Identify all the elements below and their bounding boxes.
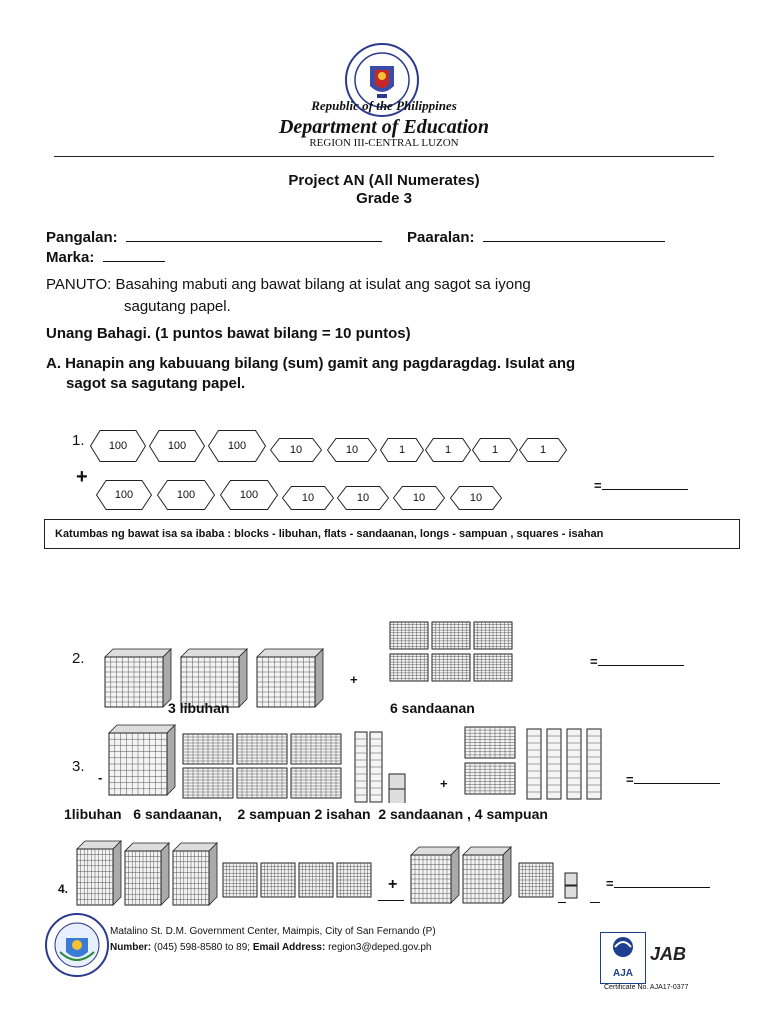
region-seal: [44, 912, 110, 978]
footer-phone: (045) 598-8580 to 89;: [153, 942, 251, 953]
hundred-flat: [223, 863, 257, 897]
item3-flats: [182, 733, 344, 804]
part-a-line2: sagot sa sagutang papel.: [66, 375, 246, 392]
certificate-number: Certificate No. AJA17-0377: [604, 984, 689, 991]
project-title: Project AN (All Numerates): [288, 172, 480, 189]
item1-row2-token-label: 100: [239, 489, 259, 501]
footer-address: Matalino St. D.M. Government Center, Maimpis, City of San Fernando (P): [110, 926, 436, 937]
item1-row1-token-label: 100: [167, 440, 187, 452]
part-heading: Unang Bahagi. (1 puntos bawat bilang = 10 puntos): [46, 325, 411, 342]
one-square: [389, 789, 405, 803]
ten-long: [370, 732, 382, 802]
hundred-flat: [390, 622, 428, 649]
hundred-flat: [337, 863, 371, 897]
thousand-block-face: [257, 657, 315, 707]
item1-row1-token: [519, 438, 567, 462]
item1-number: 1.: [72, 432, 85, 449]
instructions-line2: sagutang papel.: [124, 298, 231, 315]
item1-answer: [594, 478, 688, 493]
item1-answer-blank[interactable]: [602, 489, 688, 490]
item1-row2-token: [450, 486, 502, 510]
item4-number: 4.: [58, 882, 69, 896]
item1-row1-token: [380, 438, 424, 462]
name-label: Pangalan:: [46, 229, 118, 246]
hundred-flat: [432, 654, 470, 681]
hundred-flat: [237, 734, 287, 764]
region-text: REGION III-CENTRAL LUZON: [309, 137, 459, 149]
item1-plus: +: [76, 466, 88, 488]
item2-plus: +: [350, 672, 358, 687]
item3-dash: -: [98, 770, 103, 785]
hundred-flat: [183, 734, 233, 764]
thousand-block-face: [77, 849, 113, 905]
thousand-block: [181, 649, 247, 707]
item1-row1-token-label: 1: [398, 444, 406, 456]
ten-long: [587, 729, 601, 799]
item1-row1-token-label: 1: [491, 444, 499, 456]
item1-row1-token-label: 10: [345, 444, 359, 456]
item1-row2-token: [282, 486, 334, 510]
school-blank[interactable]: [483, 241, 665, 242]
item2-cube-3: [256, 648, 324, 713]
thousand-block-face: [109, 733, 167, 795]
item1-row1-token: [208, 430, 266, 462]
item4-cubes-left: [76, 840, 220, 911]
hundred-flat: [183, 768, 233, 798]
item1-row2-token: [393, 486, 445, 510]
item2-caption-right: 6 sandaanan: [390, 700, 475, 716]
item4-equals: =: [606, 876, 614, 891]
item3-flats-right: [464, 726, 516, 801]
item3-cube: [108, 724, 176, 801]
thousand-block: [463, 847, 511, 903]
item1-row2-token-label: 10: [356, 492, 370, 504]
item2-number: 2.: [72, 650, 85, 667]
hundred-flat: [291, 734, 341, 764]
thousand-block: [77, 841, 121, 905]
item4-squares: [564, 872, 580, 905]
item3-equals: =: [626, 772, 634, 787]
jab-mark: JAB: [650, 944, 687, 964]
grade-title: Grade 3: [356, 190, 412, 207]
item2-equals: =: [590, 654, 598, 669]
item1-row2-token: [157, 480, 215, 510]
hundred-flat: [390, 654, 428, 681]
footer-email: region3@deped.gov.ph: [328, 942, 432, 953]
hundred-flat: [291, 768, 341, 798]
item1-row2-token-label: 10: [301, 492, 315, 504]
footer-email-label: Email Address:: [252, 942, 326, 953]
item1-row1-token-label: 1: [539, 444, 547, 456]
item1-row1-token: [327, 438, 377, 462]
item1-row2-token: [220, 480, 278, 510]
item3-answer: [626, 772, 720, 787]
thousand-block-face: [173, 851, 209, 905]
ten-long: [547, 729, 561, 799]
item4-blank-c: [590, 902, 600, 903]
item1-row1-token: [270, 438, 322, 462]
thousand-block: [109, 725, 175, 795]
hundred-flat: [432, 622, 470, 649]
item1-row2-token-label: 10: [469, 492, 483, 504]
item4-answer-blank[interactable]: [614, 887, 710, 888]
hundred-flat: [237, 768, 287, 798]
thousand-block-face: [105, 657, 163, 707]
item3-caption: 1libuhan 6 sandaanan, 2 sampuan 2 isahan 2 sandaanan , 4 sampuan: [64, 806, 548, 822]
one-square: [389, 774, 405, 790]
item1-row2-token-label: 100: [176, 489, 196, 501]
item1-row1-token-label: 10: [289, 444, 303, 456]
header-divider: [54, 156, 714, 157]
item1-row1-token-label: 1: [444, 444, 452, 456]
item3-plus: +: [440, 776, 448, 791]
item1-row1-token: [90, 430, 146, 462]
hundred-flat: [261, 863, 295, 897]
item1-row2-token: [337, 486, 389, 510]
footer-phone-label: Number:: [110, 942, 152, 953]
name-field: [46, 229, 382, 246]
instructions-label: PANUTO:: [46, 276, 112, 293]
hundred-flat: [474, 654, 512, 681]
one-square: [565, 886, 577, 898]
item2-answer-blank[interactable]: [598, 665, 684, 666]
hundred-flat: [519, 863, 553, 897]
ten-long: [527, 729, 541, 799]
ten-long: [567, 729, 581, 799]
item1-row1-token: [425, 438, 471, 462]
item4-flats-left: [222, 862, 376, 903]
thousand-block: [411, 847, 459, 903]
thousand-block-face: [125, 851, 161, 905]
thousand-block: [257, 649, 323, 707]
item4-flat-right: [518, 862, 554, 903]
item1-row2-token-label: 100: [114, 489, 134, 501]
republic-text: Republic of the Philippines: [311, 98, 457, 113]
item4-blank-b: [558, 902, 566, 903]
item1-row1-token-label: 100: [227, 440, 247, 452]
thousand-block: [173, 843, 217, 905]
item2-flats: [388, 620, 518, 687]
hundred-flat: [465, 763, 515, 794]
item4-answer: [606, 876, 710, 891]
item1-row1-token: [149, 430, 205, 462]
thousand-block: [125, 843, 169, 905]
item3-squares: [388, 773, 408, 808]
footer-contact: [110, 942, 431, 953]
name-blank[interactable]: [126, 241, 382, 242]
thousand-block-face: [463, 855, 503, 903]
item4-blank-a: [378, 900, 404, 901]
school-field: [407, 229, 665, 246]
item1-row2-token-label: 10: [412, 492, 426, 504]
item1-row1-token: [472, 438, 518, 462]
item3-longs-right: [526, 728, 606, 805]
hundred-flat: [465, 727, 515, 758]
department-text: Department of Education: [278, 116, 489, 138]
item4-cubes-right: [410, 846, 514, 909]
item2-answer: [590, 654, 684, 669]
aja-logo: [600, 932, 646, 984]
score-label: Marka:: [46, 249, 95, 266]
item1-equals: =: [594, 478, 602, 493]
aja-logo-text: AJA: [612, 968, 633, 979]
item3-number: 3.: [72, 758, 85, 775]
hundred-flat: [474, 622, 512, 649]
item1-row2-token: [96, 480, 152, 510]
one-square: [565, 873, 577, 885]
item1-row1-token-label: 100: [108, 440, 128, 452]
item3-answer-blank[interactable]: [634, 783, 720, 784]
part-a-line1: A. Hanapin ang kabuuang bilang (sum) gamit ang pagdaragdag. Isulat ang: [46, 355, 576, 372]
instructions: [46, 276, 531, 293]
item3-longs: [354, 731, 384, 808]
score-field: [46, 249, 165, 266]
school-label: Paaralan:: [407, 229, 475, 246]
item2-caption-left: 3 libuhan: [168, 700, 230, 716]
thousand-block-face: [411, 855, 451, 903]
hundred-flat: [299, 863, 333, 897]
instructions-line1: Basahing mabuti ang bawat bilang at isulat ang sagot sa iyong: [115, 276, 531, 293]
item2-cube-1: [104, 648, 172, 713]
ten-long: [355, 732, 367, 802]
legend-box: Katumbas ng bawat isa sa ibaba : blocks - libuhan, flats - sandaanan, longs - sampuan , squares - isahan: [44, 519, 740, 549]
thousand-block: [105, 649, 171, 707]
item4-plus: +: [388, 876, 398, 893]
score-blank[interactable]: [103, 261, 165, 262]
